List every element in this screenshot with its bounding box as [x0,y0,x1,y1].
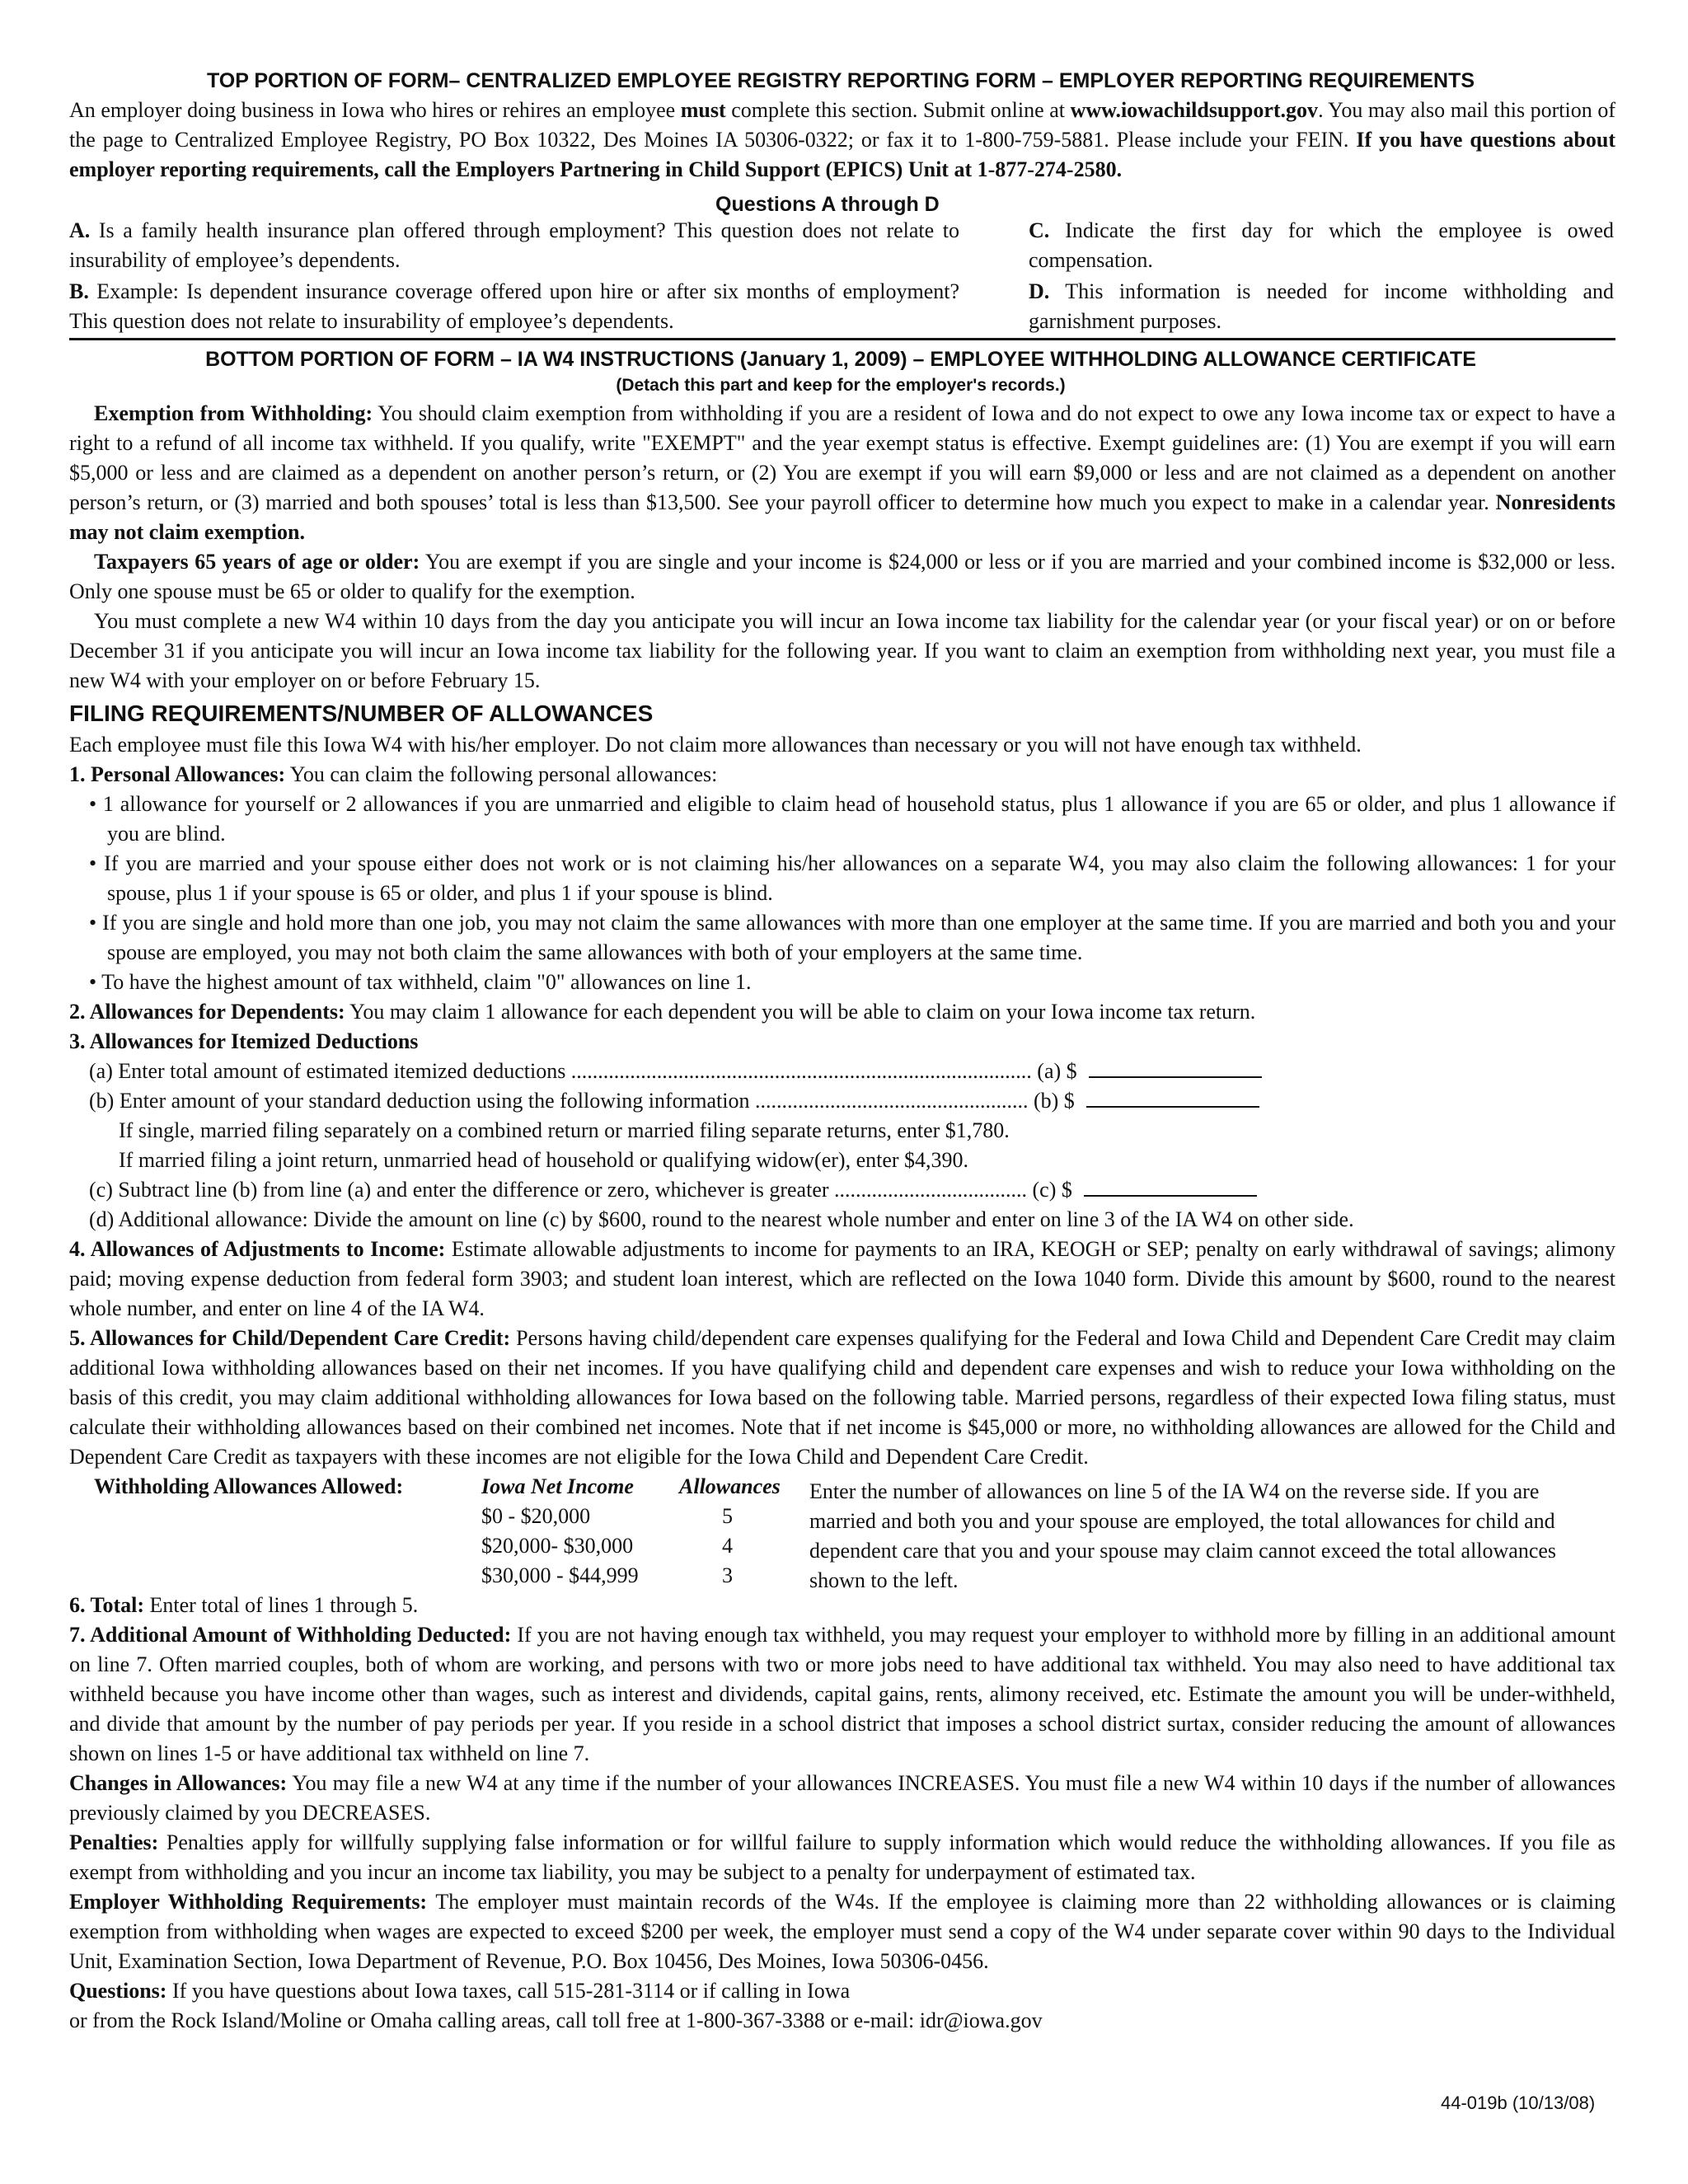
questions-label: Questions: [69,1979,167,2003]
section-1 [69,760,1615,790]
filing-requirements-heading: FILING REQUIREMENTS/NUMBER OF ALLOWANCES [69,701,654,726]
questions-paragraph [69,1976,1615,2036]
table-side-note: Enter the number of allowances on line 5 of the IA W4 on the reverse side. If you are married and both you and your spouse are employed, the total allowances for child and dependent care that you and your spouse may claim cannot exceed the total allowances shown to the left. [809,1479,1557,1592]
allowances-cell: 4 [722,1534,733,1558]
questions-heading: Questions A through D [715,193,940,216]
section-3-heading [69,1027,1615,1057]
intro-text-3: . You may also mail this portion of the page to Centralized Employee Registry, PO Box 10322, Des Moines IA 50306-0322; or fax it to 1-800-759-5881. Please include your FEIN. [69,98,1615,152]
line-3d: (d) Additional allowance: Divide the amount on line (c) by $600, round to the nearest whole number and enter on line 3 of the IA W4 on other side. [89,1207,1354,1231]
question-b-label: B. [69,279,89,303]
line-3b [69,1086,1615,1116]
section-4-label: 4. Allowances of Adjustments to Income: [69,1237,446,1261]
question-c [1029,216,1614,275]
intro-text-1: An employer doing business in Iowa who hires or rehires an employee [69,98,681,122]
section-5 [69,1324,1615,1472]
form-number: 44-019b (10/13/08) [1441,2093,1596,2113]
exemption-text: You should claim exemption from withholding if you are a resident of Iowa and do not expect to owe any Iowa income tax or expect to have a right to a refund of all income tax withheld. If you qualify, write "EXEMPT" and the year exempt status is effective. Exempt guidelines are: (1) You are exempt if you will earn $5,000 or less and are claimed as a dependent on another person’s return, or (2) You are exempt if you will earn $9,000 or less and are not claimed as a dependent on another person’s return, or (3) married and both spouses’ total is less than $13,500. See your payroll officer to determine how much you expect to make in a calendar year. [69,401,1615,514]
line-3c-amount-field[interactable] [1084,1175,1257,1197]
section-1-bullet: • 1 allowance for yourself or 2 allowances if you are unmarried and eligible to claim head of household status, plus 1 allowance if you are 65 or older, and plus 1 allowance if you are blind. [89,792,1615,846]
top-portion-title: TOP PORTION OF FORM– CENTRALIZED EMPLOYEE REGISTRY REPORTING FORM – EMPLOYER REPORTING REQUIREMENTS [206,69,1475,92]
changes-text: You may file a new W4 at any time if the number of your allowances INCREASES. You must file a new W4 within 10 days if the number of allowances previously claimed by you DECREASES. [69,1771,1616,1825]
question-d [1029,277,1614,336]
questions-line-1: If you have questions about Iowa taxes, call 515-281-3114 or if calling in Iowa [166,1979,851,2003]
section-1-label: 1. Personal Allowances: [69,762,286,786]
intro-epics-contact: If you have questions about employer reporting requirements, call the Employers Partnering in Child Support (EPICS) Unit at 1-877-274-2580. [69,128,1615,181]
exemption-label: Exemption from Withholding: [94,401,373,425]
table-row [94,1561,803,1591]
allowances-table [94,1472,803,1591]
section-1-text: You can claim the following personal allowances: [285,762,718,786]
seniors-label: Taxpayers 65 years of age or older: [94,550,420,574]
changes-paragraph [69,1769,1615,1828]
income-cell: $20,000- $30,000 [481,1534,634,1558]
section-4-text: Estimate allowable adjustments to income for payments to an IRA, KEOGH or SEP; penalty on early withdrawal of savings; alimony paid; moving expense deduction from federal form 3903; and student loan interest, which are reflected on the Iowa 1040 form. Divide this amount by $600, round to the nearest whole number, and enter on line 4 of the IA W4. [69,1237,1615,1320]
section-7-text: If you are not having enough tax withheld, you may request your employer to withhold more by filling in an additional amount on line 7. Often married couples, both of whom are working, and persons with two or more jobs need to have additional tax withheld. You may also need to have additional tax withheld because you have income other than wages, such as interest and dividends, capital gains, rents, alimony received, etc. Estimate the amount you will be under-withheld, and divide that amount by the number of pay periods per year. If you reside in a school district that imposes a school district surtax, consider reducing the amount of allowances shown on lines 1-5 or have additional tax withheld on line 7. [69,1623,1615,1765]
intro-must: must [680,98,726,122]
question-b-text: Example: Is dependent insurance coverage offered upon hire or after six months of employment? This question does not relate to insurability of employee’s dependents. [69,279,959,333]
section-1-bullet: • To have the highest amount of tax withheld, claim "0" allowances on line 1. [89,970,752,994]
nonresidents-note: Nonresidents may not claim exemption. [69,490,1615,544]
section-3-label: 3. Allowances for Itemized Deductions [69,1029,419,1053]
question-a-label: A. [69,218,91,242]
table-row [94,1531,803,1561]
line-3c [69,1175,1615,1205]
table-label: Withholding Allowances Allowed: [94,1474,404,1498]
changes-label: Changes in Allowances: [69,1771,288,1795]
question-c-text: Indicate the first day for which the employee is owed compensation. [1029,218,1614,272]
question-b [69,277,959,336]
questions-line-2: or from the Rock Island/Moline or Omaha calling areas, call toll free at 1-800-367-3388 or e-mail: idr@iowa.gov [69,2008,1043,2032]
col-header-income: Iowa Net Income [481,1474,634,1498]
line-3b-text: (b) Enter amount of your standard deduction using the following information ................................................... (b) $ [89,1089,1075,1113]
line-3c-text: (c) Subtract line (b) from line (a) and enter the difference or zero, whichever is greater .................................... (c) $ [89,1178,1072,1202]
section-1-bullet: • If you are single and hold more than one job, you may not claim the same allowances with more than one employer at the same time. If you are married and both you and your spouse are employed, you may not both claim the same allowances with both of your employers at the same time. [89,911,1615,964]
exemption-paragraph [69,399,1615,547]
section-2-text: You may claim 1 allowance for each dependent you will be able to claim on your Iowa income tax return. [345,1000,1256,1024]
employer-requirements-text: The employer must maintain records of the W4s. If the employee is claiming more than 22 withholding allowances or is claiming exemption from withholding when wages are expected to exceed $200 per week, the employer must send a copy of the W4 under separate cover within 90 days to the Individual Unit, Examination Section, Iowa Department of Revenue, P.O. Box 10456, Des Moines, Iowa 50306-0456. [69,1890,1616,1973]
line-3a-amount-field[interactable] [1089,1057,1262,1078]
bottom-portion-subtitle: (Detach this part and keep for the employer's records.) [616,376,1066,395]
intro-text-2: complete this section. Submit online at [725,98,1071,122]
line-3b-single-note: If single, married filing separately on a combined return or married filing separate returns, enter $1,780. [119,1118,1010,1142]
bottom-body [69,399,1615,2036]
line-3b-amount-field[interactable] [1086,1086,1259,1108]
allowances-cell: 5 [722,1504,733,1528]
question-d-label: D. [1029,279,1050,303]
penalties-label: Penalties: [69,1830,159,1854]
line-3b-joint-note: If married filing a joint return, unmarried head of household or qualifying widow(er), enter $4,390. [119,1148,969,1172]
section-6-text: Enter total of lines 1 through 5. [144,1593,419,1617]
question-d-text: This information is needed for income withholding and garnishment purposes. [1029,279,1614,333]
section-2 [69,997,1615,1027]
line-3a [69,1057,1615,1086]
new-w4-paragraph: You must complete a new W4 within 10 days from the day you anticipate you will incur an Iowa income tax liability for the calendar year (or your fiscal year) or on or before December 31 if you anticipate you will incur an Iowa income tax liability for the following year. If you want to claim an exemption from withholding next year, you must file a new W4 with your employer on or before February 15. [69,609,1615,692]
section-divider [69,338,1615,340]
employer-requirements-paragraph [69,1887,1615,1976]
allowances-table-area [69,1472,1615,1591]
filing-intro: Each employee must file this Iowa W4 with his/her employer. Do not claim more allowances than necessary or you will not have enough tax withheld. [69,733,1362,757]
section-7 [69,1620,1615,1769]
question-c-label: C. [1029,218,1050,242]
question-a-text: Is a family health insurance plan offered through employment? This question does not relate to insurability of employee’s dependents. [69,218,959,272]
section-1-bullet: • If you are married and your spouse either does not work or is not claiming his/her allowances on a separate W4, you may also claim the following allowances: 1 for your spouse, plus 1 if your spouse is 65 or older, and plus 1 if your spouse is blind. [89,851,1615,905]
section-5-label: 5. Allowances for Child/Dependent Care Credit: [69,1326,511,1350]
seniors-text: You are exempt if you are single and your income is $24,000 or less or if you are married and your combined income is $32,000 or less. Only one spouse must be 65 or older to qualify for the exemption. [69,550,1615,603]
bottom-portion-title: BOTTOM PORTION OF FORM – IA W4 INSTRUCTIONS (January 1, 2009) – EMPLOYEE WITHHOLDING ALLOWANCE CERTIFICATE [205,348,1476,371]
section-6-label: 6. Total: [69,1593,145,1617]
employer-requirements-label: Employer Withholding Requirements: [69,1890,428,1914]
income-cell: $30,000 - $44,999 [481,1563,639,1587]
section-4 [69,1235,1615,1324]
iowa-child-support-link[interactable]: www.iowachildsupport.gov [1070,98,1319,122]
table-row [94,1502,803,1531]
penalties-paragraph [69,1828,1615,1887]
section-5-text: Persons having child/dependent care expenses qualifying for the Federal and Iowa Child and Dependent Care Credit may claim additional Iowa withholding allowances based on their net incomes. If you have qualifying child and dependent care expenses and wish to reduce your Iowa withholding on the basis of this credit, you may claim additional withholding allowances for Iowa based on the following table. Married persons, regardless of their expected Iowa filing status, must calculate their withholding allowances based on their combined net incomes. Note that if net income is $45,000 or more, no withholding allowances are allowed for the Child and Dependent Care Credit as taxpayers with these incomes are not eligible for the Iowa Child and Dependent Care Credit. [69,1326,1615,1469]
line-3a-text: (a) Enter total amount of estimated itemized deductions ...................................................................................... (a) $ [89,1059,1077,1083]
employer-reporting-intro [69,96,1615,185]
income-cell: $0 - $20,000 [481,1504,591,1528]
seniors-paragraph [69,547,1615,607]
allowances-cell: 3 [722,1563,733,1587]
section-7-label: 7. Additional Amount of Withholding Deducted: [69,1623,512,1647]
section-2-label: 2. Allowances for Dependents: [69,1000,345,1024]
penalties-text: Penalties apply for willfully supplying false information or for willful failure to supply information which would reduce the withholding allowances. If you file as exempt from withholding and you incur an income tax liability, you may be subject to a penalty for underpayment of estimated tax. [69,1830,1615,1884]
col-header-allowances: Allowances [679,1474,781,1498]
question-a [69,216,959,275]
